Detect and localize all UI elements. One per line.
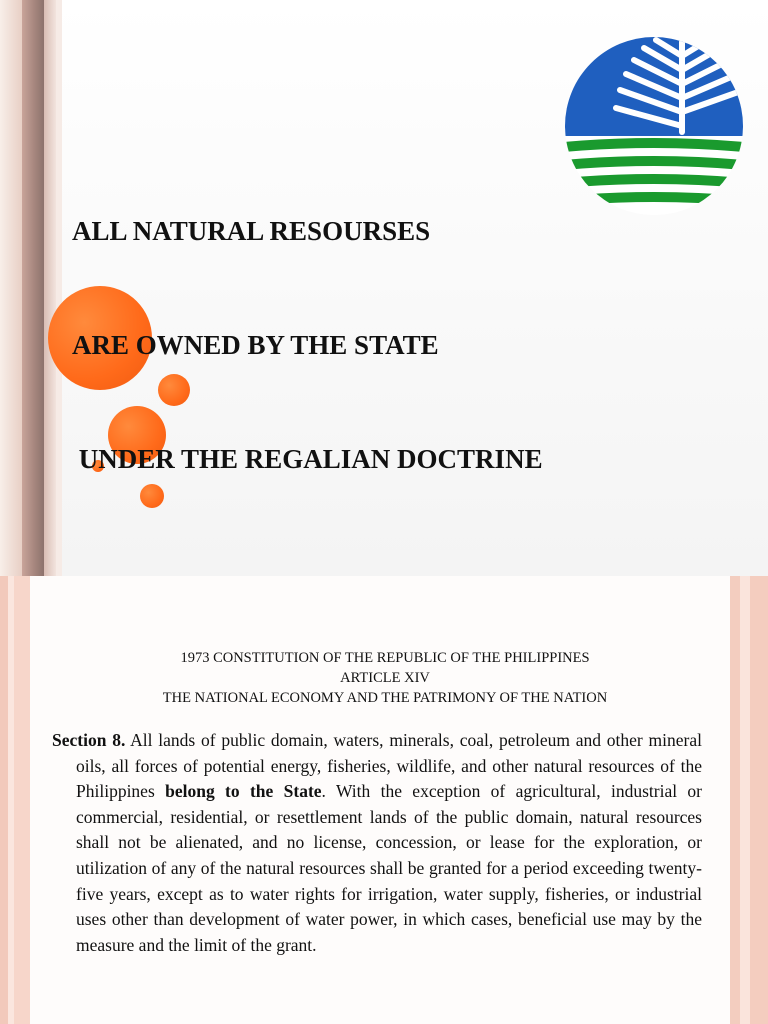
decorative-strip — [14, 576, 30, 1024]
title-line: ALL NATURAL RESOURSES — [72, 216, 431, 246]
section-label: Section 8. — [52, 730, 126, 750]
heading-line: ARTICLE XIV — [340, 670, 430, 686]
decorative-strip — [750, 576, 768, 1024]
constitution-heading — [60, 648, 710, 708]
decorative-strip — [730, 576, 740, 1024]
tree-sea-emblem-logo — [564, 36, 744, 216]
decorative-strip — [0, 576, 8, 1024]
section-emphasis: belong to the State — [165, 781, 322, 802]
decorative-strip — [0, 0, 22, 576]
section-text: . With the exception of agricultural, industrial or commercial, residential, or resettlement lands of the public domain, natural resources shall not be alienated, and no license, concession, or lease for the exploration, or utilization of any of the natural resources shall be granted for a period exceeding twenty-five years, except as to water rights for irrigation, water supply, fisheries, or industrial uses other than development of water power, in which cases, beneficial use may by the measure and the limit of the grant. — [76, 781, 702, 955]
decorative-strip — [44, 0, 56, 576]
title-line: UNDER THE REGALIAN DOCTRINE — [72, 444, 543, 474]
decorative-strip — [56, 0, 62, 576]
decorative-strip — [22, 0, 44, 576]
section-text: All lands of public domain, waters, minerals, coal, petroleum and other mineral oils, all forces of potential energy, fisheries, wildlife, and other natural resources of the Philippines — [76, 730, 702, 802]
heading-line: 1973 CONSTITUTION OF THE REPUBLIC OF THE PHILIPPINES — [180, 650, 590, 666]
title-line: ARE OWNED BY THE STATE — [72, 330, 439, 360]
section-8-paragraph — [52, 728, 702, 958]
title-line — [72, 554, 752, 576]
decorative-strip — [740, 576, 750, 1024]
content-slide — [0, 576, 768, 1024]
heading-line: THE NATIONAL ECONOMY AND THE PATRIMONY OF THE NATION — [162, 690, 608, 706]
